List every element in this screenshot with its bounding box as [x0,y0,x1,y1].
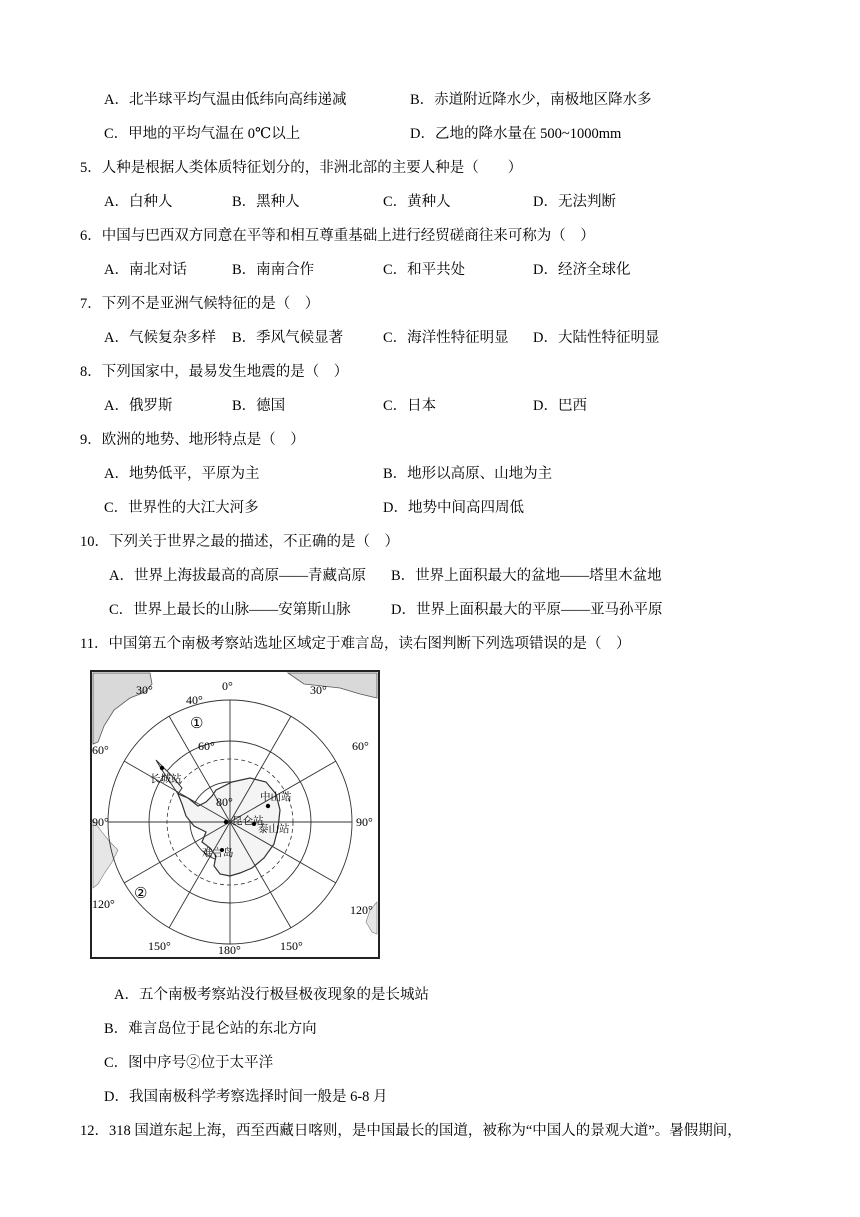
q7-stem: 7．下列不是亚洲气候特征的是（ ） [80,296,320,312]
q5-option-a: A．白种人 [104,194,173,210]
q5-option-c: C．黄种人 [383,194,451,210]
q8-option-c: C．日本 [383,398,437,414]
q10-option-b: B．世界上面积最大的盆地——塔里木盆地 [391,568,662,584]
q4-option-a: A．北半球平均气温由低纬向高纬递减 [104,92,347,108]
q11-option-d: D．我国南极科学考察选择时间一般是 6-8 月 [104,1089,388,1105]
station-label-nanyan: 难言岛 [202,848,234,859]
q7-option-d: D．大陆性特征明显 [533,330,660,346]
q8-option-d: D．巴西 [533,398,587,414]
q9-option-d: D．地势中间高四周低 [383,500,524,516]
lon-label: 120° [350,903,373,917]
q7-option-b: B．季风气候显著 [232,330,344,346]
q6-option-b: B．南南合作 [232,262,315,278]
q12-stem: 12．318 国道东起上海，西至西藏日喀则，是中国最长的国道，被称为“中国人的景观大道”。暑假期间， [80,1123,742,1139]
q6-option-c: C．和平共处 [383,262,466,278]
lon-label: 150° [148,939,171,953]
lon-label: 90° [92,815,109,829]
q5-stem: 5．人种是根据人类体质特征划分的，非洲北部的主要人种是（ ） [80,160,523,176]
q7-option-c: C．海洋性特征明显 [383,330,509,346]
ocean-marker-2: ② [134,886,148,902]
q5-option-b: B．黑种人 [232,194,300,210]
q10-option-d: D．世界上面积最大的平原——亚马孙平原 [391,602,663,618]
q11-stem: 11．中国第五个南极考察站选址区域定于难言岛，读右图判断下列选项错误的是（ ） [80,636,631,652]
q8-option-b: B．德国 [232,398,286,414]
lon-label: 30° [136,683,153,697]
q10-option-a: A．世界上海拔最高的高原——青藏高原 [109,568,366,584]
q9-option-a: A．地势低平，平原为主 [104,466,260,482]
q9-stem: 9．欧洲的地势、地形特点是（ ） [80,432,305,448]
station-label-kunlun: 昆仑站 [232,816,264,827]
lon-label: 180° [218,943,241,957]
station-label-zhongshan: 中山站 [260,792,292,803]
ocean-marker-1: ① [190,716,204,732]
q8-stem: 8．下列国家中，最易发生地震的是（ ） [80,364,349,380]
lat-label: 60° [198,739,215,753]
q8-option-a: A．俄罗斯 [104,398,173,414]
q11-option-b: B．难言岛位于昆仑站的东北方向 [104,1021,317,1037]
q4-option-b: B．赤道附近降水少，南极地区降水多 [410,92,652,108]
q6-stem: 6．中国与巴西双方同意在平等和相互尊重基础上进行经贸磋商往来可称为（ ） [80,228,595,244]
q4-option-c: C．甲地的平均气温在 0℃以上 [104,126,301,142]
q4-option-d: D．乙地的降水量在 500~1000mm [410,126,622,142]
lon-label: 120° [92,897,115,911]
q6-option-d: D．经济全球化 [533,262,631,278]
q11-option-c: C．图中序号②位于太平洋 [104,1055,274,1071]
lon-label: 30° [310,683,327,697]
q5-option-d: D．无法判断 [533,194,616,210]
station-label-changcheng: 长城站 [150,774,182,785]
q9-option-b: B．地形以高原、山地为主 [383,466,553,482]
station-label-taishan: 泰山站 [258,824,290,835]
q9-option-c: C．世界性的大江大河多 [104,500,259,516]
q6-option-a: A．南北对话 [104,262,187,278]
lon-label: 0° [222,679,233,693]
lon-label: 150° [280,939,303,953]
q11-option-a: A．五个南极考察站没行极昼极夜现象的是长城站 [114,987,429,1003]
lon-label: 60° [352,739,369,753]
lon-label: 90° [356,815,373,829]
q10-option-c: C．世界上最长的山脉——安第斯山脉 [109,602,351,618]
q7-option-a: A．气候复杂多样 [104,330,216,346]
lat-label: 40° [186,693,203,707]
antarctica-map [90,670,380,959]
lat-label: 80° [216,795,233,809]
q10-stem: 10．下列关于世界之最的描述，不正确的是（ ） [80,534,399,550]
lon-label: 60° [92,743,109,757]
